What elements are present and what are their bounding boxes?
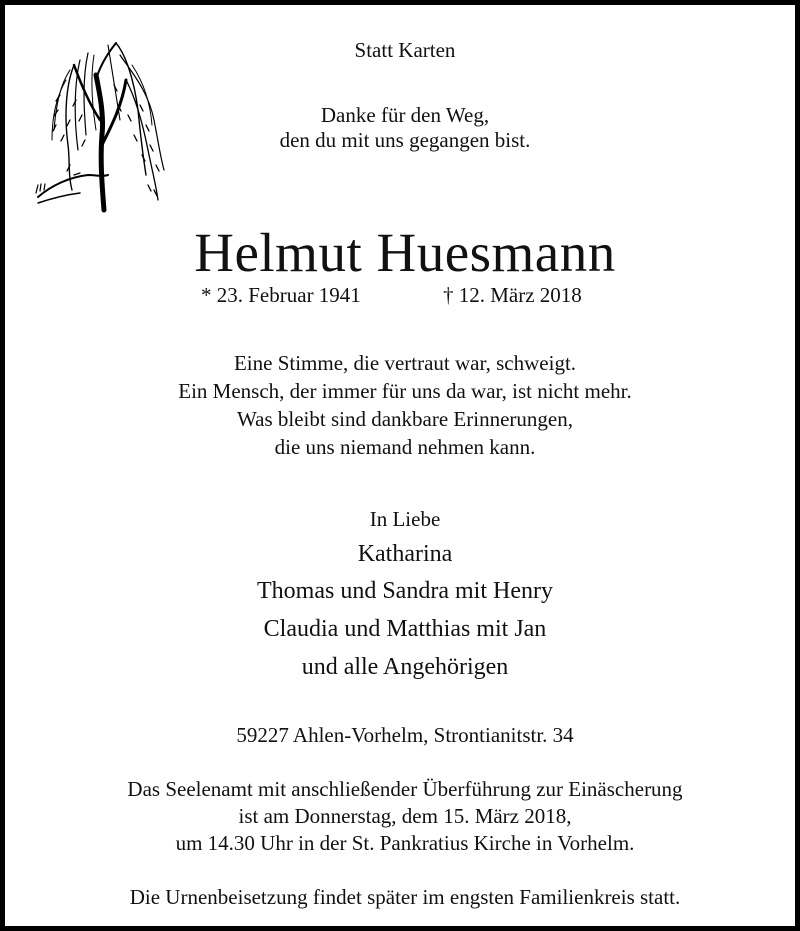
- mourner-name: und alle Angehörigen: [301, 654, 509, 680]
- poem-line: die uns niemand nehmen kann.: [274, 435, 536, 459]
- service-line: um 14.30 Uhr in der St. Pankratius Kirche in Vorhelm.: [175, 831, 635, 855]
- statt-karten-label: Statt Karten: [354, 38, 456, 62]
- thanks-line-1: Danke für den Weg,: [320, 103, 490, 127]
- address: 59227 Ahlen-Vorhelm, Strontianitstr. 34: [236, 723, 574, 747]
- poem-line: Ein Mensch, der immer für uns da war, ist nicht mehr.: [178, 379, 632, 403]
- deceased-name: Helmut Huesmann: [194, 222, 616, 283]
- in-liebe-label: In Liebe: [369, 507, 441, 531]
- mourner-name: Thomas und Sandra mit Henry: [257, 578, 553, 604]
- birth-date: * 23. Februar 1941: [201, 283, 361, 307]
- service-line: ist am Donnerstag, dem 15. März 2018,: [238, 804, 572, 828]
- service-line: Das Seelenamt mit anschließender Überführung zur Einäscherung: [127, 777, 683, 801]
- thanks-line-2: den du mit uns gegangen bist.: [279, 128, 531, 152]
- mourner-name: Katharina: [357, 541, 453, 567]
- poem-line: Eine Stimme, die vertraut war, schweigt.: [233, 351, 577, 375]
- death-date: † 12. März 2018: [443, 283, 582, 307]
- mourner-name: Claudia und Matthias mit Jan: [263, 616, 547, 642]
- poem-line: Was bleibt sind dankbare Erinnerungen,: [237, 407, 573, 431]
- burial-note: Die Urnenbeisetzung findet später im engsten Familienkreis statt.: [129, 885, 681, 909]
